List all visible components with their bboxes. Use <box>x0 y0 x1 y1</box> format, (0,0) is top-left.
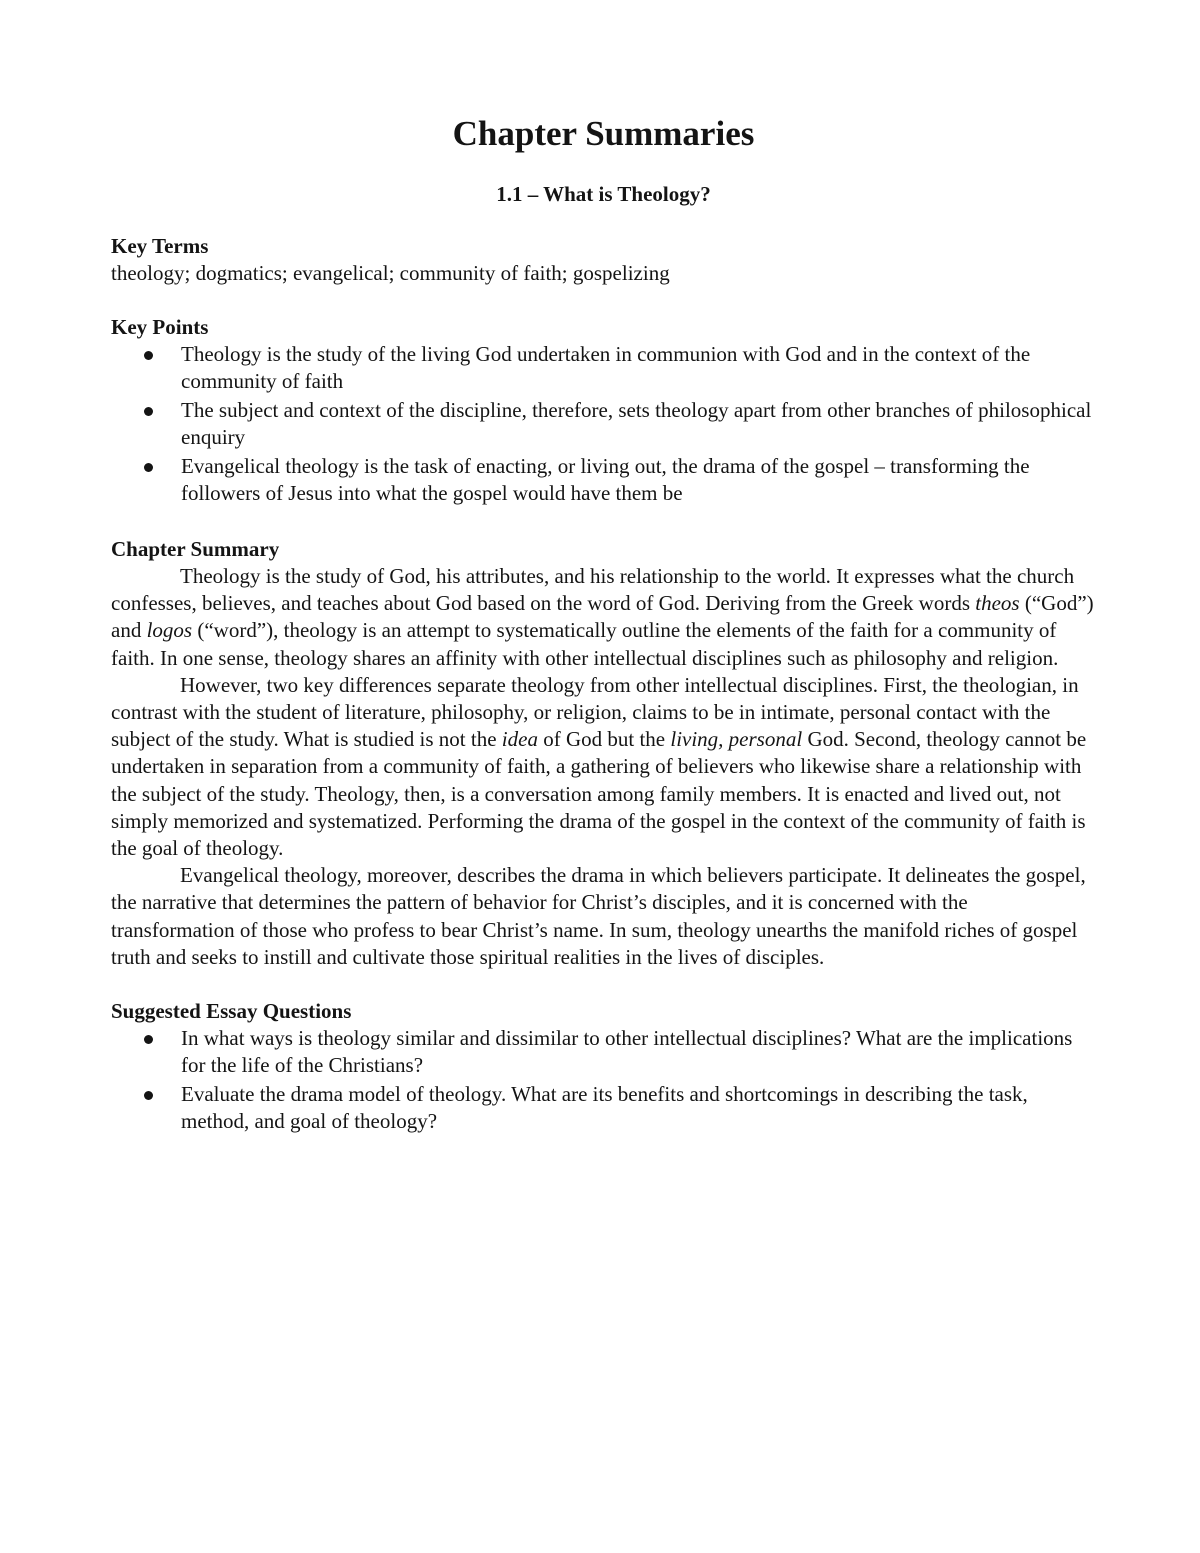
summary-text: Theology is the study of God, his attributes, and his relationship to the world. It expresses what the church confesses, believes, and teaches about God based on the word of God. Deriving from the Greek words <box>111 564 1075 616</box>
document-page <box>111 110 1096 1137</box>
essay-question-text: Evaluate the drama model of theology. What are its benefits and shortcomings in describing the task, method, and goal of theology? <box>181 1082 1028 1134</box>
summary-text: (“God”) and <box>111 591 1094 643</box>
bullet-icon <box>144 407 153 416</box>
key-points-section <box>111 314 1096 507</box>
summary-emphasis: idea <box>501 727 538 752</box>
list-item <box>111 1081 1096 1135</box>
document-title: Chapter Summaries <box>452 114 755 153</box>
key-point-text: Theology is the study of the living God undertaken in communion with God and in the context of the community of faith <box>181 342 1031 393</box>
bullet-icon <box>144 1091 153 1100</box>
summary-paragraph <box>111 672 1096 862</box>
list-item <box>111 397 1096 451</box>
essay-questions-section <box>111 998 1096 1135</box>
summary-paragraph: Evangelical theology, moreover, describes the drama in which believers participate. It delineates the gospel, the narrative that determines the pattern of behavior for Christ’s disciples, and it is concerned with the transformation of those who profess to bear Christ’s name. In sum, theology unearths the manifold riches of gospel truth and seeks to instill and cultivate those spiritual realities in the lives of disciples. <box>111 863 1086 969</box>
chapter-summary-heading: Chapter Summary <box>111 537 280 561</box>
summary-emphasis: logos <box>146 618 193 643</box>
summary-paragraph <box>111 563 1096 672</box>
key-point-text: The subject and context of the discipline, therefore, sets theology apart from other branches of philosophical enquiry <box>181 398 1092 449</box>
section-title: 1.1 – What is Theology? <box>496 182 711 206</box>
essay-questions-heading: Suggested Essay Questions <box>111 999 352 1024</box>
list-item <box>111 1025 1096 1079</box>
bullet-icon <box>144 1035 153 1044</box>
summary-text: of God but the <box>537 727 671 752</box>
essay-questions-list <box>111 1025 1096 1135</box>
essay-question-text: In what ways is theology similar and dissimilar to other intellectual disciplines? What are the implications for the life of the Christians? <box>181 1026 1073 1078</box>
key-points-list <box>111 341 1096 507</box>
summary-text: (“word”), theology is an attempt to systematically outline the elements of the faith for a community of faith. In one sense, theology shares an affinity with other intellectual disciplines such as philosophy and religion. <box>111 618 1059 670</box>
bullet-icon <box>144 351 153 360</box>
summary-emphasis: theos <box>975 591 1020 616</box>
list-item <box>111 341 1096 395</box>
key-point-text: Evangelical theology is the task of enacting, or living out, the drama of the gospel – transforming the followers of Jesus into what the gospel would have them be <box>181 454 1030 505</box>
summary-text: However, two key differences separate theology from other intellectual disciplines. First, the theologian, in contrast with the student of literature, philosophy, or religion, claims to be in intimate, personal contact with the subject of the study. What is studied is not the <box>111 672 1079 752</box>
key-points-heading: Key Points <box>111 315 209 339</box>
chapter-summary-section <box>111 536 1096 971</box>
summary-text: God. Second, theology cannot be undertaken in separation from a community of faith, a gathering of believers who likewise share a relationship with the subject of the study. Theology, then, is a conversation among family members. It is enacted and lived out, not simply memorized and systematized. Performing the drama of the gospel in the context of the community of faith is the goal of theology. <box>111 727 1087 861</box>
bullet-icon <box>144 463 153 472</box>
key-terms-heading: Key Terms <box>111 234 209 258</box>
list-item <box>111 453 1096 507</box>
key-terms-section <box>111 233 1096 287</box>
key-terms-text: theology; dogmatics; evangelical; community of faith; gospelizing <box>111 261 670 285</box>
summary-emphasis: living, personal <box>670 727 803 752</box>
